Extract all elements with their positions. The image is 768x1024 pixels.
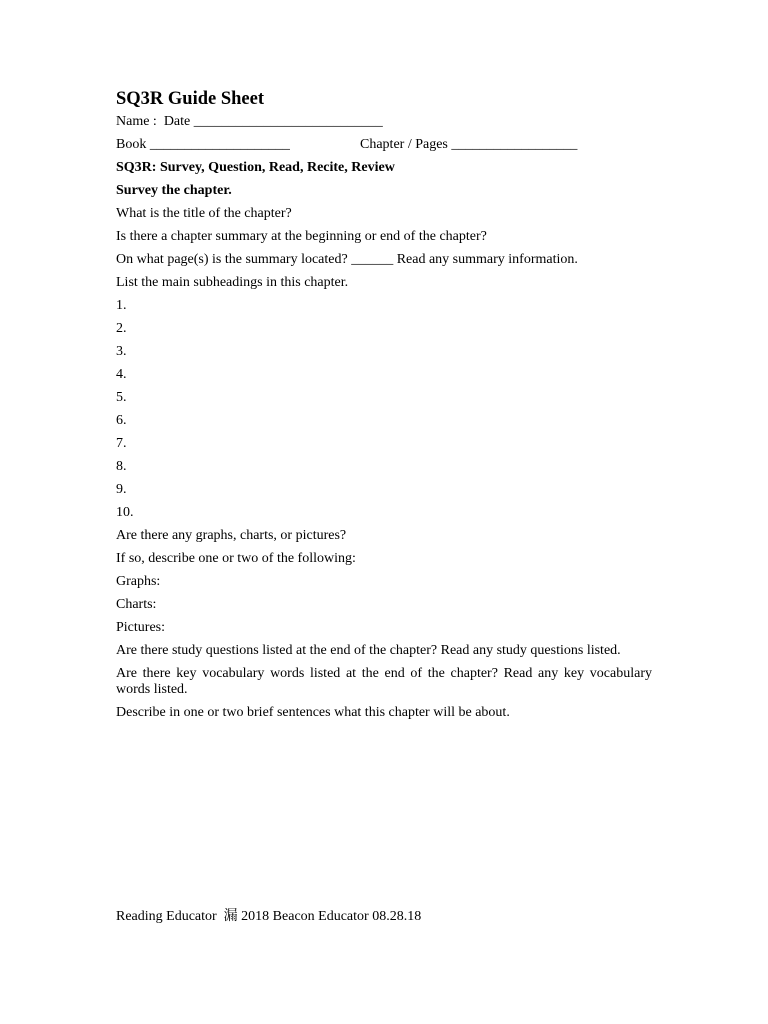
book-chapter-row bbox=[116, 137, 652, 153]
list-number: 1. bbox=[116, 298, 127, 313]
list-number: 5. bbox=[116, 390, 127, 405]
list-number: 8. bbox=[116, 459, 127, 474]
page-footer: Reading Educator 漏 2018 Beacon Educator 08.28.18 bbox=[116, 909, 422, 924]
label-graphs: Graphs: bbox=[116, 574, 161, 589]
list-number: 10. bbox=[116, 505, 134, 520]
book-line: Book ____________________ bbox=[116, 137, 290, 152]
list-number: 9. bbox=[116, 482, 127, 497]
question-vocab: Are there key vocabulary words listed at the end of the chapter? Read any key vocabulary words listed. bbox=[116, 666, 652, 697]
label-charts: Charts: bbox=[116, 597, 157, 612]
question-describe-chapter: Describe in one or two brief sentences what this chapter will be about. bbox=[116, 705, 510, 720]
list-number: 4. bbox=[116, 367, 127, 382]
label-pictures: Pictures: bbox=[116, 620, 165, 635]
question-describe: If so, describe one or two of the following: bbox=[116, 551, 356, 566]
sq3r-heading: SQ3R: Survey, Question, Read, Recite, Review bbox=[116, 160, 395, 175]
question-summary: Is there a chapter summary at the beginning or end of the chapter? bbox=[116, 229, 487, 244]
question-title: What is the title of the chapter? bbox=[116, 206, 292, 221]
survey-heading: Survey the chapter. bbox=[116, 183, 232, 198]
question-graphs: Are there any graphs, charts, or pictures? bbox=[116, 528, 347, 543]
page-title: SQ3R Guide Sheet bbox=[116, 89, 265, 109]
question-study: Are there study questions listed at the end of the chapter? Read any study questions listed. bbox=[116, 643, 621, 658]
guide-sheet bbox=[116, 88, 652, 728]
list-number: 3. bbox=[116, 344, 127, 359]
list-number: 6. bbox=[116, 413, 127, 428]
question-subheadings: List the main subheadings in this chapter. bbox=[116, 275, 349, 290]
list-number: 7. bbox=[116, 436, 127, 451]
chapter-pages-line: Chapter / Pages __________________ bbox=[360, 137, 578, 152]
name-date-line: Name : Date ___________________________ bbox=[116, 114, 383, 129]
question-summary-page: On what page(s) is the summary located? ______ Read any summary information. bbox=[116, 252, 578, 267]
list-number: 2. bbox=[116, 321, 127, 336]
